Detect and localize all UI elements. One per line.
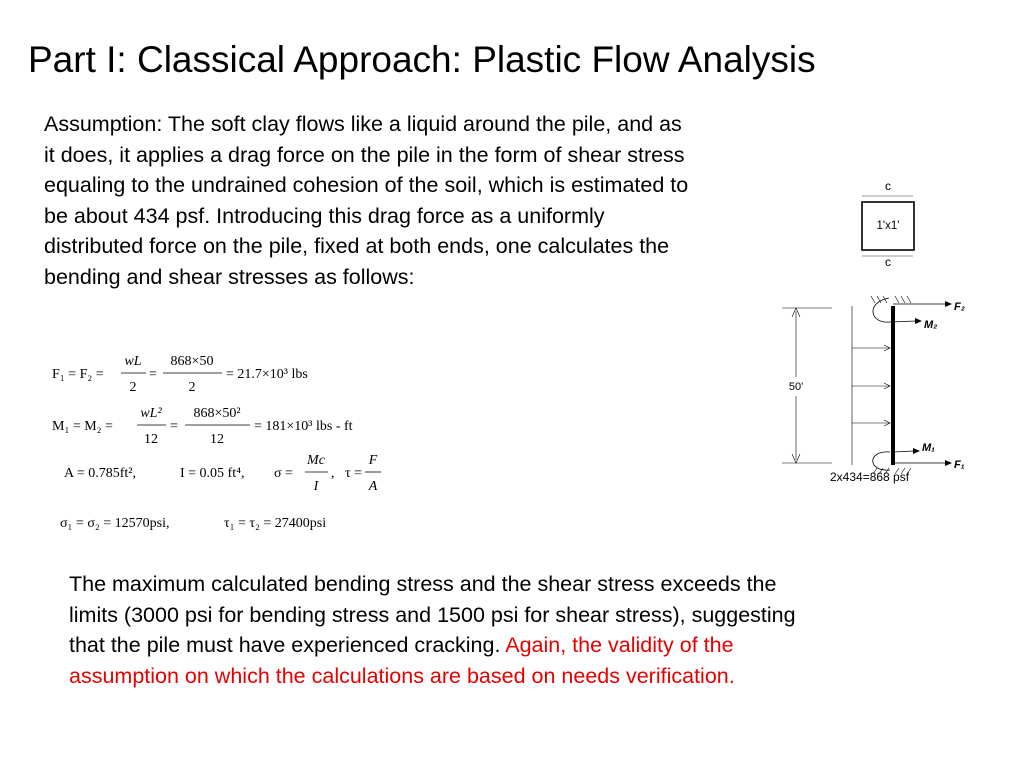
eq1-result: = 21.7×10³ lbs [226,367,308,382]
eq1-frac1-num: wL [124,354,142,369]
eq1-frac1-den: 2 [129,380,137,395]
moment-top-label: M₂ [924,319,938,331]
force-bottom-label: F₁ [954,459,965,471]
section-size-label: 1'x1' [876,220,900,232]
equation-bending-moment [52,406,353,447]
force-top-label: F₂ [954,301,965,313]
section-bottom-label: c [885,255,891,269]
eq3-area: A = 0.785ft², [64,466,136,481]
eq3-sigma-num: Mc [307,453,325,468]
eq3-inertia: I = 0.05 ft⁴, [180,466,245,481]
top-reaction-force [893,301,965,313]
equation-section-properties [64,453,381,494]
eq3-tau-num: F [368,453,378,468]
eq2-frac2-num: 868×50² [193,406,241,421]
eq2-frac1-num: wL² [140,406,162,421]
eq3-sigma-lhs: σ = [274,466,293,481]
eq2-lhs: M₁ = M₂ = [52,419,113,434]
eq3-sigma-den: I [313,479,319,494]
eq1-lhs: F₁ = F₂ = [52,367,104,382]
bottom-moment [873,442,935,470]
eq4-tau: τ₁ = τ₂ = 27400psi [224,516,327,531]
eq3-tau-den: A [368,479,378,494]
section-top-label: c [885,179,891,193]
slide-title: Part I: Classical Approach: Plastic Flow Analysis [28,39,816,80]
equations-block [52,346,382,546]
dimension-line [782,308,832,463]
equation-shear-force [52,354,308,395]
eq2-result: = 181×10³ lbs - ft [254,419,353,434]
conclusion-paragraph [69,569,809,691]
verification-note: Again, the validity of the assumption on which the calculations are based on needs verification. [69,633,735,688]
pile-section-diagram [860,178,916,275]
eq3-comma: , [331,466,335,481]
eq2-frac1-den: 12 [144,432,158,447]
equation-stresses [60,516,326,531]
top-moment [873,298,937,331]
eq4-sigma: σ₁ = σ₂ = 12570psi, [60,516,170,531]
conclusion-text: The maximum calculated bending stress and the shear stress exceeds the limits (3000 psi for bending stress and 1500 psi for shear stress), suggesting that the pile must have experienced cracking. [69,572,796,657]
moment-bottom-label: M₁ [922,442,936,454]
eq2-equals: = [170,419,178,434]
pile-load-diagram [782,292,972,489]
eq1-frac2-den: 2 [188,380,196,395]
eq2-frac2-den: 12 [210,432,224,447]
length-label: 50' [788,381,804,393]
eq3-tau-lhs: τ = [345,466,363,481]
top-fixed-support [871,296,911,303]
assumption-paragraph: Assumption: The soft clay flows like a liquid around the pile, and as it does, it applies a drag force on the pile in the form of shear stress equaling to the undrained cohesion of the soil, which is estimated to be about 434 psf. Introducing this drag force as a uniformly distributed force on the pile, fixed at both ends, one calculates the bending and shear stresses as follows: [44,112,689,289]
distributed-load-arrows [852,345,890,426]
load-magnitude-label: 2x434=868 psf [830,470,910,484]
eq1-equals: = [149,367,157,382]
eq1-frac2-num: 868×50 [170,354,214,369]
